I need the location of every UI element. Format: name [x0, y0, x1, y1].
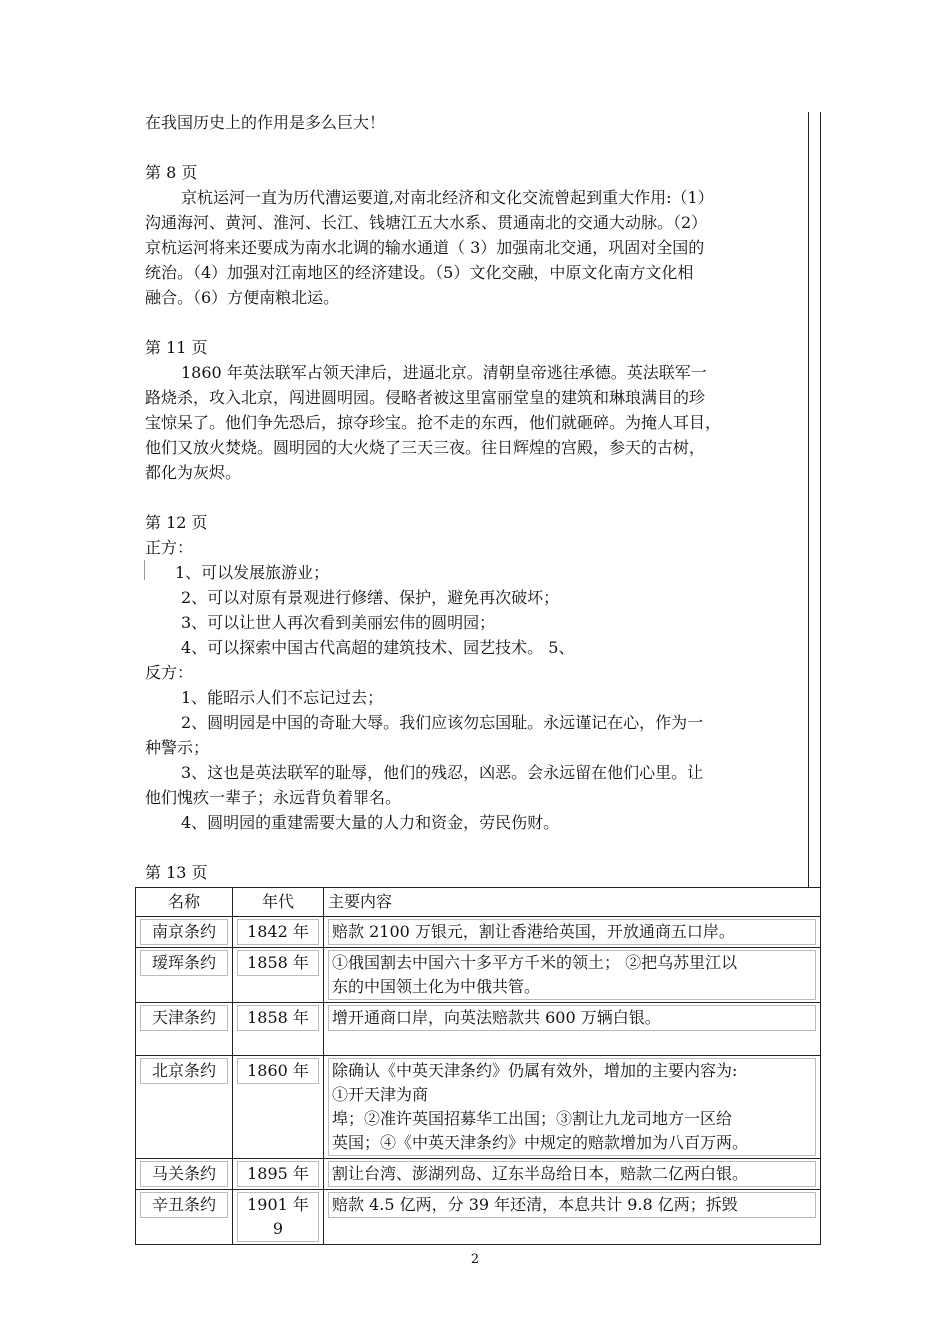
con-item: 4、圆明园的重建需要大量的人力和资金，劳民伤财。 [181, 813, 560, 832]
treaty-content [328, 1192, 816, 1218]
margin-marker [144, 560, 145, 580]
treaty-name: 北京条约 [140, 1058, 228, 1084]
treaty-name: 天津条约 [140, 1005, 228, 1031]
pro-side-label: 正方： [145, 538, 194, 557]
page-8-heading: 第 8 页 [145, 163, 198, 182]
treaty-content [328, 919, 816, 945]
page-number: 2 [470, 1252, 480, 1267]
intro-line: 在我国历史上的作用是多么巨大！ [145, 113, 386, 132]
content-line: 除确认《中英天津条约》仍属有效外，增加的主要内容为: [332, 1061, 738, 1080]
con-item: 他们愧疚一辈子；永远背负着罪名。 [145, 788, 402, 807]
content-line: 赔款 2100 万银元，割让香港给英国，开放通商五口岸。 [332, 922, 735, 941]
content-line: 增开通商口岸，向英法赔款共 600 万辆白银。 [332, 1008, 661, 1027]
con-item: 3、这也是英法联军的耻辱，他们的残忍，凶恶。会永远留在他们心里。让 [181, 763, 704, 782]
table-row [136, 948, 821, 1003]
table-row [136, 1159, 821, 1190]
content-line: 埠；②准许英国招募华工出国；③割让九龙司地方一区给 [332, 1109, 733, 1128]
paragraph-line: 京杭运河将来还要成为南水北调的输水通道（ 3）加强南北交通，巩固对全国的 [145, 238, 705, 257]
treaty-year: 1901 年 9 [237, 1192, 319, 1242]
paragraph-line: 京杭运河一直为历代漕运要道,对南北经济和文化交流曾起到重大作用:（1） [181, 188, 714, 207]
page-12-heading: 第 12 页 [145, 513, 208, 532]
paragraph-line: 都化为灰烬。 [145, 463, 242, 482]
pro-item: 2、可以对原有景观进行修缮、保护，避免再次破坏； [181, 588, 560, 607]
treaty-year: 1858 年 [237, 1005, 319, 1031]
header-cell: 年代 [233, 888, 324, 917]
paragraph-line: 路烧杀，攻入北京，闯进圆明园。侵略者被这里富丽堂皇的建筑和琳琅满目的珍 [145, 388, 706, 407]
table-row [136, 1056, 821, 1159]
document-body [145, 110, 807, 885]
treaty-content [328, 1058, 816, 1156]
content-line: 东的中国领土化为中俄共管。 [332, 977, 541, 996]
content-line: ①开天津为商 [332, 1085, 429, 1104]
header-cell: 名称 [136, 888, 233, 917]
content-line: 割让台湾、澎湖列岛、辽东半岛给日本，赔款二亿两白银。 [332, 1164, 749, 1183]
treaty-table [135, 887, 821, 1245]
content-line: 赔款 4.5 亿两，分 39 年还清，本息共计 9.8 亿两；拆毁 [332, 1195, 738, 1214]
page-frame-line [820, 112, 821, 887]
page-13-heading: 第 13 页 [145, 863, 208, 882]
page-frame-line [808, 112, 809, 887]
treaty-name: 南京条约 [140, 919, 228, 945]
treaty-content [328, 1161, 816, 1187]
treaty-year: 1860 年 [237, 1058, 319, 1084]
paragraph-line: 他们又放火焚烧。圆明园的大火烧了三天三夜。往日辉煌的宫殿，参天的古树， [145, 438, 706, 457]
pro-item: 4、可以探索中国古代高超的建筑技术、园艺技术。 5、 [181, 638, 575, 657]
page-11-heading: 第 11 页 [145, 338, 208, 357]
treaty-year: 1842 年 [237, 919, 319, 945]
table-row [136, 1003, 821, 1056]
pro-item: 3、可以让世人再次看到美丽宏伟的圆明园； [181, 613, 496, 632]
table-header-row [136, 888, 821, 917]
pro-item [145, 560, 807, 585]
treaty-content [328, 950, 816, 1000]
treaty-name: 瑷珲条约 [140, 950, 228, 976]
paragraph-line: 宝惊呆了。他们争先恐后，掠夺珍宝。抢不走的东西，他们就砸碎。为掩人耳目， [145, 413, 722, 432]
header-cell: 主要内容 [324, 888, 821, 917]
con-side-label: 反方： [145, 663, 194, 682]
paragraph-line: 融合。（6）方便南粮北运。 [145, 288, 340, 307]
con-item: 1、能昭示人们不忘记过去； [181, 688, 384, 707]
con-item: 种警示； [145, 738, 210, 757]
paragraph-line: 沟通海河、黄河、淮河、长江、钱塘江五大水系、贯通南北的交通大动脉。（2） [145, 213, 708, 232]
content-line: ①俄国割去中国六十多平方千米的领土； ②把乌苏里江以 [332, 953, 738, 972]
content-line: 英国；④《中英天津条约》中规定的赔款增加为八百万两。 [332, 1133, 749, 1152]
pro-item-text: 1、可以发展旅游业； [175, 563, 330, 582]
treaty-name: 马关条约 [140, 1161, 228, 1187]
treaty-name: 辛丑条约 [140, 1192, 228, 1218]
paragraph-line: 统治。（4）加强对江南地区的经济建设。（5）文化交融，中原文化南方文化相 [145, 263, 694, 282]
paragraph-line: 1860 年英法联军占领天津后，进逼北京。清朝皇帝逃往承德。英法联军一 [181, 363, 707, 382]
table-row [136, 1190, 821, 1245]
treaty-content [328, 1005, 816, 1031]
treaty-year: 1895 年 [237, 1161, 319, 1187]
table-row [136, 917, 821, 948]
con-item: 2、圆明园是中国的奇耻大辱。我们应该勿忘国耻。永远谨记在心，作为一 [181, 713, 704, 732]
treaty-year: 1858 年 [237, 950, 319, 976]
